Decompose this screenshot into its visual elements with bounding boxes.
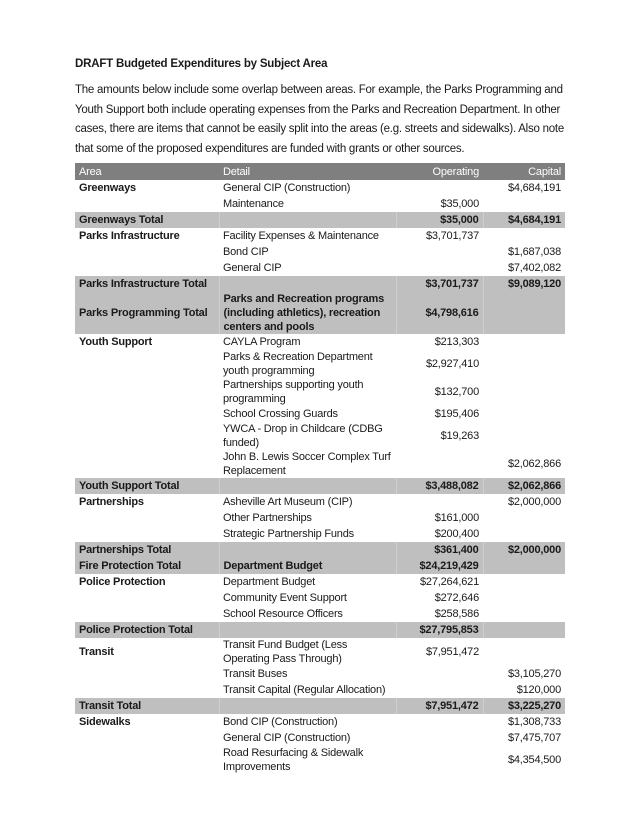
cell-capital (483, 574, 565, 590)
cell-operating: $2,927,410 (425, 358, 479, 370)
cell-area: Youth Support Total (75, 478, 219, 494)
cell-operating (396, 180, 483, 196)
cell-area: Partnerships (79, 496, 144, 508)
cell-operating: $35,000 (396, 212, 483, 228)
cell-detail: General CIP (Construction) (223, 182, 351, 194)
cell-capital (483, 350, 565, 378)
cell-operating: $200,400 (434, 528, 479, 540)
cell-operating: $27,795,853 (396, 622, 483, 638)
table-row (75, 228, 565, 244)
cell-detail (219, 212, 396, 228)
cell-detail: Transit Capital (Regular Allocation) (223, 684, 386, 696)
cell-detail (219, 542, 396, 558)
cell-capital: $9,089,120 (483, 276, 565, 292)
cell-area (75, 378, 219, 406)
cell-area (75, 422, 219, 450)
cell-operating: $3,701,737 (396, 276, 483, 292)
table-header-row (75, 163, 565, 180)
header-capital: Capital (483, 163, 565, 180)
cell-detail: Parks and Recreation programs (including athletics), recreation centers and pools (219, 292, 396, 334)
cell-area: Parks Programming Total (75, 292, 219, 334)
cell-detail: General CIP (223, 262, 282, 274)
table-total-row (75, 276, 565, 292)
cell-detail: Maintenance (223, 198, 284, 210)
header-operating: Operating (396, 163, 483, 180)
cell-capital: $3,105,270 (507, 668, 561, 680)
cell-area (75, 350, 219, 378)
cell-operating: $3,701,737 (425, 230, 479, 242)
table-row (75, 378, 565, 406)
cell-detail (219, 622, 396, 638)
table-row (75, 590, 565, 606)
table-total-row (75, 478, 565, 494)
cell-capital (483, 510, 565, 526)
table-total-row (75, 212, 565, 228)
cell-capital (483, 558, 565, 574)
cell-area (75, 510, 219, 526)
table-total-row (75, 622, 565, 638)
table-row (75, 196, 565, 212)
cell-detail: John B. Lewis Soccer Complex Turf Replacement (223, 451, 391, 477)
cell-area: Police Protection Total (75, 622, 219, 638)
intro-paragraph: The amounts below include some overlap between areas. For example, the Parks Programming and Youth Support both include operating expenses from the Parks and Recreation Department. In other cases, there are items that cannot be easily split into the areas (e.g. streets and sidewalks). Also note that some of the proposed expenditures are funded with grants or other sources. (75, 84, 564, 155)
cell-detail: Bond CIP (223, 246, 269, 258)
cell-area: Fire Protection Total (75, 558, 219, 574)
cell-area (75, 260, 219, 276)
cell-area (75, 450, 219, 478)
cell-operating (396, 494, 483, 510)
cell-operating: $7,951,472 (396, 698, 483, 714)
cell-detail: Transit Buses (223, 668, 288, 680)
table-row (75, 666, 565, 682)
cell-detail (219, 698, 396, 714)
cell-capital (483, 334, 565, 350)
table-total-row (75, 698, 565, 714)
cell-capital (483, 638, 565, 666)
table-row (75, 510, 565, 526)
cell-detail: Other Partnerships (223, 512, 312, 524)
cell-detail: Road Resurfacing & Sidewalk Improvements (223, 747, 364, 773)
cell-capital (483, 406, 565, 422)
cell-detail: Department Budget (223, 576, 315, 588)
cell-capital: $7,402,082 (507, 262, 561, 274)
cell-capital (483, 378, 565, 406)
cell-operating: $258,586 (434, 608, 479, 620)
cell-capital (483, 526, 565, 542)
cell-capital (483, 622, 565, 638)
cell-detail: Partnerships supporting youth programming (223, 379, 364, 405)
cell-capital (483, 292, 565, 334)
cell-area: Sidewalks (79, 716, 131, 728)
table-row (75, 350, 565, 378)
cell-operating: $361,400 (396, 542, 483, 558)
table-row (75, 244, 565, 260)
cell-operating: $195,406 (434, 408, 479, 420)
table-row (75, 638, 565, 666)
cell-detail (219, 478, 396, 494)
cell-capital: $1,687,038 (507, 246, 561, 258)
cell-operating: $19,263 (440, 430, 479, 442)
cell-capital: $3,225,270 (483, 698, 565, 714)
cell-operating: $3,488,082 (396, 478, 483, 494)
document-page (75, 56, 565, 774)
table-row (75, 682, 565, 698)
cell-detail: Asheville Art Museum (CIP) (223, 496, 353, 508)
cell-detail: YWCA - Drop in Childcare (CDBG funded) (223, 423, 383, 449)
cell-area: Transit Total (75, 698, 219, 714)
table-row (75, 406, 565, 422)
cell-area (75, 682, 219, 698)
cell-operating: $4,798,616 (396, 292, 483, 334)
cell-operating (396, 682, 483, 698)
table-row (75, 730, 565, 746)
expenditures-table (75, 163, 565, 774)
cell-area (75, 606, 219, 622)
cell-operating: $27,264,621 (420, 576, 479, 588)
cell-operating: $132,700 (434, 386, 479, 398)
cell-area (75, 406, 219, 422)
cell-operating (396, 666, 483, 682)
table-row (75, 450, 565, 478)
table-row (75, 714, 565, 730)
cell-operating (396, 260, 483, 276)
header-detail: Detail (219, 163, 396, 180)
cell-area: Parks Infrastructure Total (75, 276, 219, 292)
header-area: Area (75, 163, 219, 180)
cell-area: Partnerships Total (75, 542, 219, 558)
cell-area (75, 590, 219, 606)
cell-detail: General CIP (Construction) (223, 732, 351, 744)
cell-capital: $4,354,500 (507, 754, 561, 766)
table-row (75, 606, 565, 622)
cell-capital (483, 196, 565, 212)
cell-capital: $2,000,000 (507, 496, 561, 508)
table-total-row (75, 542, 565, 558)
cell-detail: CAYLA Program (223, 336, 301, 348)
cell-operating: $213,303 (434, 336, 479, 348)
cell-capital (483, 228, 565, 244)
cell-capital: $1,308,733 (507, 716, 561, 728)
table-row (75, 422, 565, 450)
cell-area: Greenways (79, 182, 136, 194)
cell-operating (396, 714, 483, 730)
table-row (75, 494, 565, 510)
cell-area (75, 666, 219, 682)
cell-detail: Bond CIP (Construction) (223, 716, 338, 728)
table-row (75, 574, 565, 590)
document-title: DRAFT Budgeted Expenditures by Subject Area (75, 58, 328, 70)
table-row (75, 746, 565, 774)
cell-operating (396, 746, 483, 774)
cell-capital: $7,475,707 (507, 732, 561, 744)
cell-area (75, 526, 219, 542)
cell-detail: Community Event Support (223, 592, 347, 604)
cell-area: Parks Infrastructure (79, 230, 180, 242)
cell-area: Youth Support (79, 336, 152, 348)
cell-area: Greenways Total (75, 212, 219, 228)
cell-detail: Transit Fund Budget (Less Operating Pass Through) (223, 639, 348, 665)
cell-detail: Department Budget (219, 558, 396, 574)
cell-operating: $272,646 (434, 592, 479, 604)
cell-capital: $120,000 (516, 684, 561, 696)
table-row (75, 180, 565, 196)
cell-area (75, 244, 219, 260)
cell-capital: $4,684,191 (507, 182, 561, 194)
cell-capital (483, 606, 565, 622)
cell-capital: $2,062,866 (507, 458, 561, 470)
cell-capital: $2,000,000 (483, 542, 565, 558)
cell-detail (219, 276, 396, 292)
cell-operating: $35,000 (440, 198, 479, 210)
table-total-row (75, 558, 565, 574)
cell-operating: $7,951,472 (425, 646, 479, 658)
cell-capital: $4,684,191 (483, 212, 565, 228)
table-row (75, 260, 565, 276)
table-row (75, 334, 565, 350)
cell-area: Transit (79, 646, 114, 658)
cell-detail: School Crossing Guards (223, 408, 338, 420)
cell-operating (396, 450, 483, 478)
cell-capital (483, 422, 565, 450)
cell-area (75, 746, 219, 774)
cell-area (75, 730, 219, 746)
table-total-row (75, 292, 565, 334)
cell-detail: Parks & Recreation Department youth programming (223, 351, 373, 377)
cell-area (75, 196, 219, 212)
cell-detail: Facility Expenses & Maintenance (223, 230, 379, 242)
cell-operating (396, 244, 483, 260)
cell-operating: $161,000 (434, 512, 479, 524)
cell-area: Police Protection (79, 576, 166, 588)
table-row (75, 526, 565, 542)
cell-detail: School Resource Officers (223, 608, 343, 620)
cell-operating (396, 730, 483, 746)
cell-operating: $24,219,429 (396, 558, 483, 574)
cell-capital: $2,062,866 (483, 478, 565, 494)
cell-capital (483, 590, 565, 606)
cell-detail: Strategic Partnership Funds (223, 528, 354, 540)
